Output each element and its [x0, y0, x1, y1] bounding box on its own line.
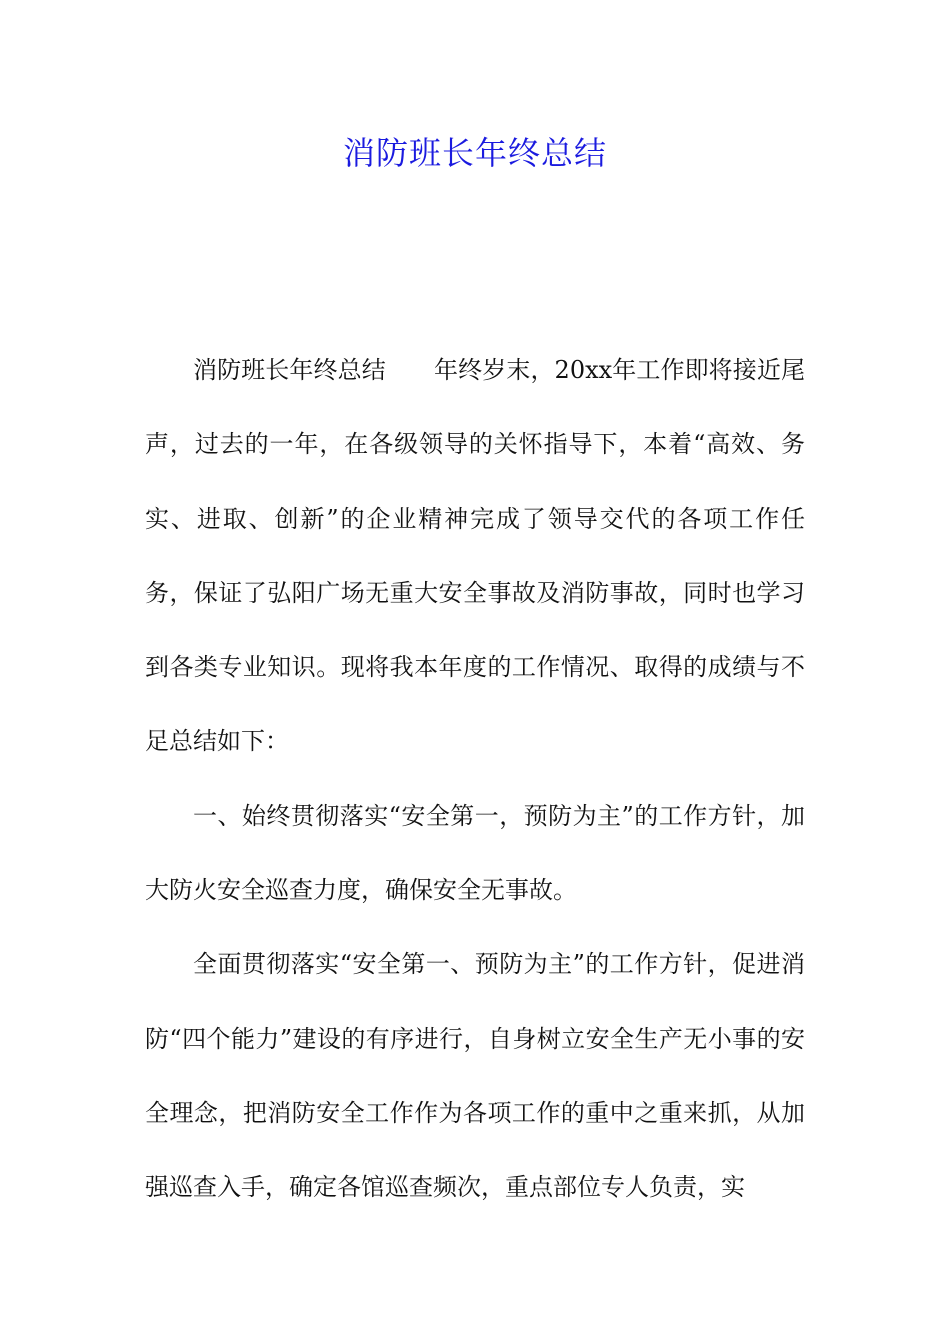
- document-title: 消防班长年终总结: [342, 134, 607, 172]
- paragraph-section-one-body: 全面贯彻落实“安全第一、预防为主”的工作方针，促进消防“四个能力”建设的有序进行，自身树立安全生产无小事的安全理念，把消防安全工作作为各项工作的重中之重来抓，从加强巡查入手，确定各馆巡查频次，重点部位专人负责，实: [145, 950, 805, 1202]
- document-body: [145, 333, 805, 1225]
- paragraph-section-one-heading: 一、始终贯彻落实“安全第一，预防为主”的工作方针，加大防火安全巡查力度，确保安全无事故。: [145, 801, 805, 905]
- paragraph-intro: 消防班长年终总结 年终岁末，20xx年工作即将接近尾声，过去的一年，在各级领导的关怀指导下，本着“高效、务实、进取、创新”的企业精神完成了领导交代的各项工作任务，保证了弘阳广场无重大安全事故及消防事故，同时也学习到各类专业知识。现将我本年度的工作情况、取得的成绩与不足总结如下：: [145, 356, 805, 756]
